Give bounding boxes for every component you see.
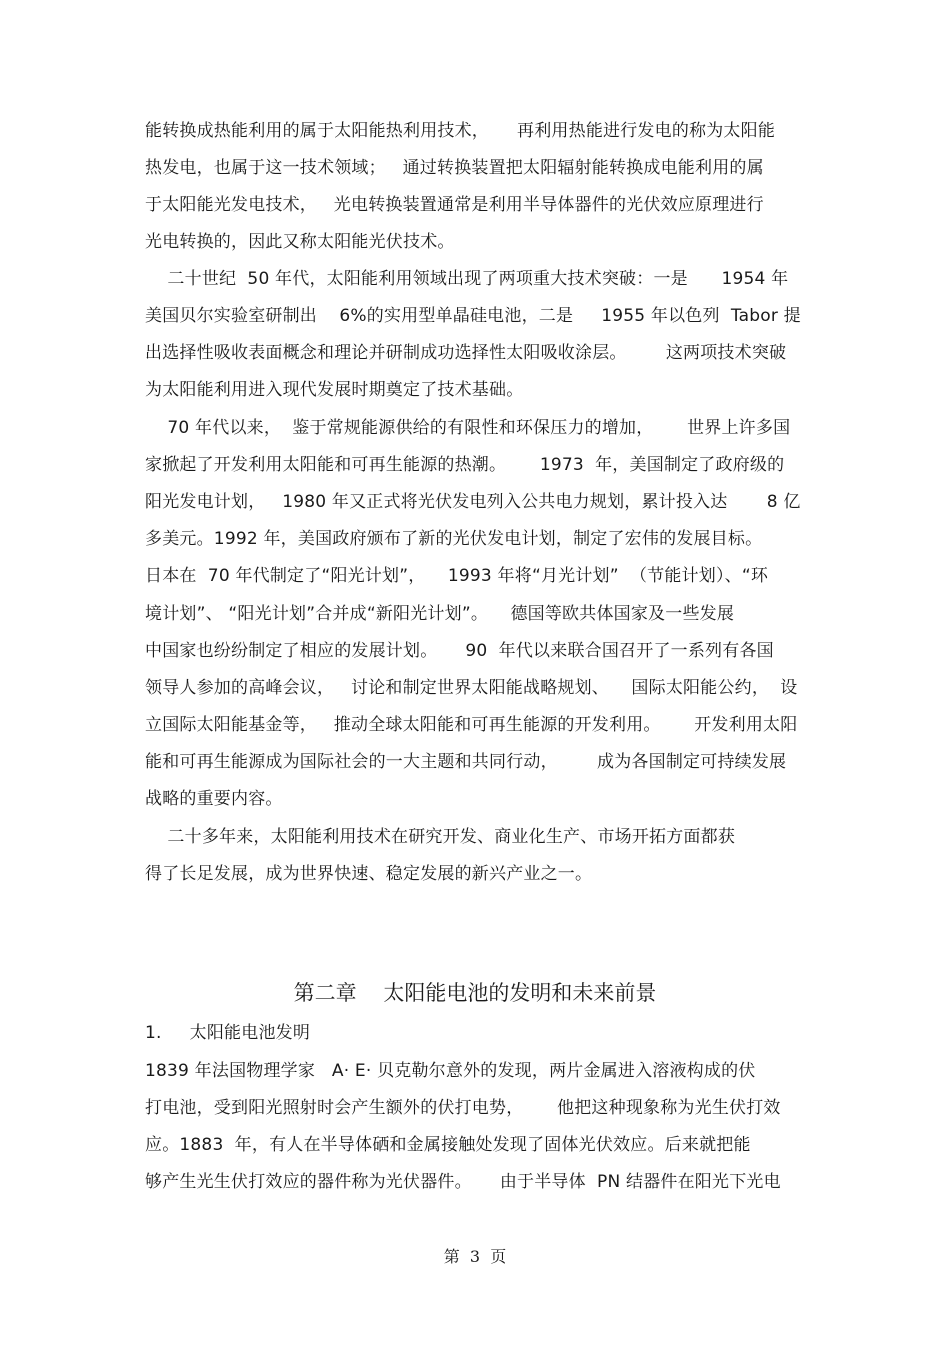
body-text-line: 美国贝尔实验室研制出 6%的实用型单晶硅电池，二是 1955 年以色列 Tabor 提 xyxy=(145,306,801,326)
body-text-line: 热发电，也属于这一技术领域； 通过转换装置把太阳辐射能转换成电能利用的属 xyxy=(145,158,764,178)
body-text-line: 战略的重要内容。 xyxy=(145,789,283,809)
body-text-line: 得了长足发展，成为世界快速、稳定发展的新兴产业之一。 xyxy=(145,864,593,884)
body-text-line: 中国家也纷纷制定了相应的发展计划。 90 年代以来联合国召开了一系列有各国 xyxy=(145,641,774,661)
body-text-line: 于太阳能光发电技术， 光电转换装置通常是利用半导体器件的光伏效应原理进行 xyxy=(145,195,764,215)
body-text-line: 阳光发电计划， 1980 年又正式将光伏发电列入公共电力规划，累计投入达 8 亿 xyxy=(145,492,801,512)
body-text-line: 出选择性吸收表面概念和理论并研制成功选择性太阳吸收涂层。 这两项技术突破 xyxy=(145,343,787,363)
page-number: 第 3 页 xyxy=(443,1247,507,1266)
body-text-line: 二十世纪 50 年代，太阳能利用领域出现了两项重大技术突破：一是 1954 年 xyxy=(145,269,789,289)
body-text-line: 为太阳能利用进入现代发展时期奠定了技术基础。 xyxy=(145,380,524,400)
body-text-line: 能转换成热能利用的属于太阳能热利用技术， 再利用热能进行发电的称为太阳能 xyxy=(145,121,776,141)
body-text-line: 应。1883 年，有人在半导体硒和金属接触处发现了固体光伏效应。后来就把能 xyxy=(145,1135,751,1155)
body-text-line: 领导人参加的高峰会议， 讨论和制定世界太阳能战略规划、 国际太阳能公约， 设 xyxy=(145,678,798,698)
body-text-line: 家掀起了开发利用太阳能和可再生能源的热潮。 1973 年，美国制定了政府级的 xyxy=(145,455,785,475)
body-text-line: 立国际太阳能基金等， 推动全球太阳能和可再生能源的开发利用。 开发利用太阳 xyxy=(145,715,798,735)
body-text-line: 境计划”、 “阳光计划”合并成“新阳光计划”。 德国等欧共体国家及一些发展 xyxy=(145,604,735,624)
body-text-line: 二十多年来，太阳能利用技术在研究开发、商业化生产、市场开拓方面都获 xyxy=(145,827,736,847)
body-text-line: 1839 年法国物理学家 A· E· 贝克勒尔意外的发现，两片金属进入溶液构成的伏 xyxy=(145,1061,756,1081)
body-text-line: 多美元。1992 年，美国政府颁布了新的光伏发电计划，制定了宏伟的发展目标。 xyxy=(145,529,763,549)
chapter-title: 第二章 太阳能电池的发明和未来前景 xyxy=(293,981,657,1005)
body-text-line: 70 年代以来， 鉴于常规能源供给的有限性和环保压力的增加， 世界上许多国 xyxy=(145,418,791,438)
body-text-line: 够产生光生伏打效应的器件称为光伏器件。 由于半导体 PN 结器件在阳光下光电 xyxy=(145,1172,781,1192)
section-heading: 1. 太阳能电池发明 xyxy=(145,1023,311,1043)
body-text-line: 日本在 70 年代制定了“阳光计划”， 1993 年将“月光计划” （节能计划）、“环 xyxy=(145,566,769,586)
body-text-line: 能和可再生能源成为国际社会的一大主题和共同行动， 成为各国制定可持续发展 xyxy=(145,752,787,772)
body-text-line: 打电池，受到阳光照射时会产生额外的伏打电势， 他把这种现象称为光生伏打效 xyxy=(145,1098,781,1118)
body-text-line: 光电转换的，因此又称太阳能光伏技术。 xyxy=(145,232,455,252)
